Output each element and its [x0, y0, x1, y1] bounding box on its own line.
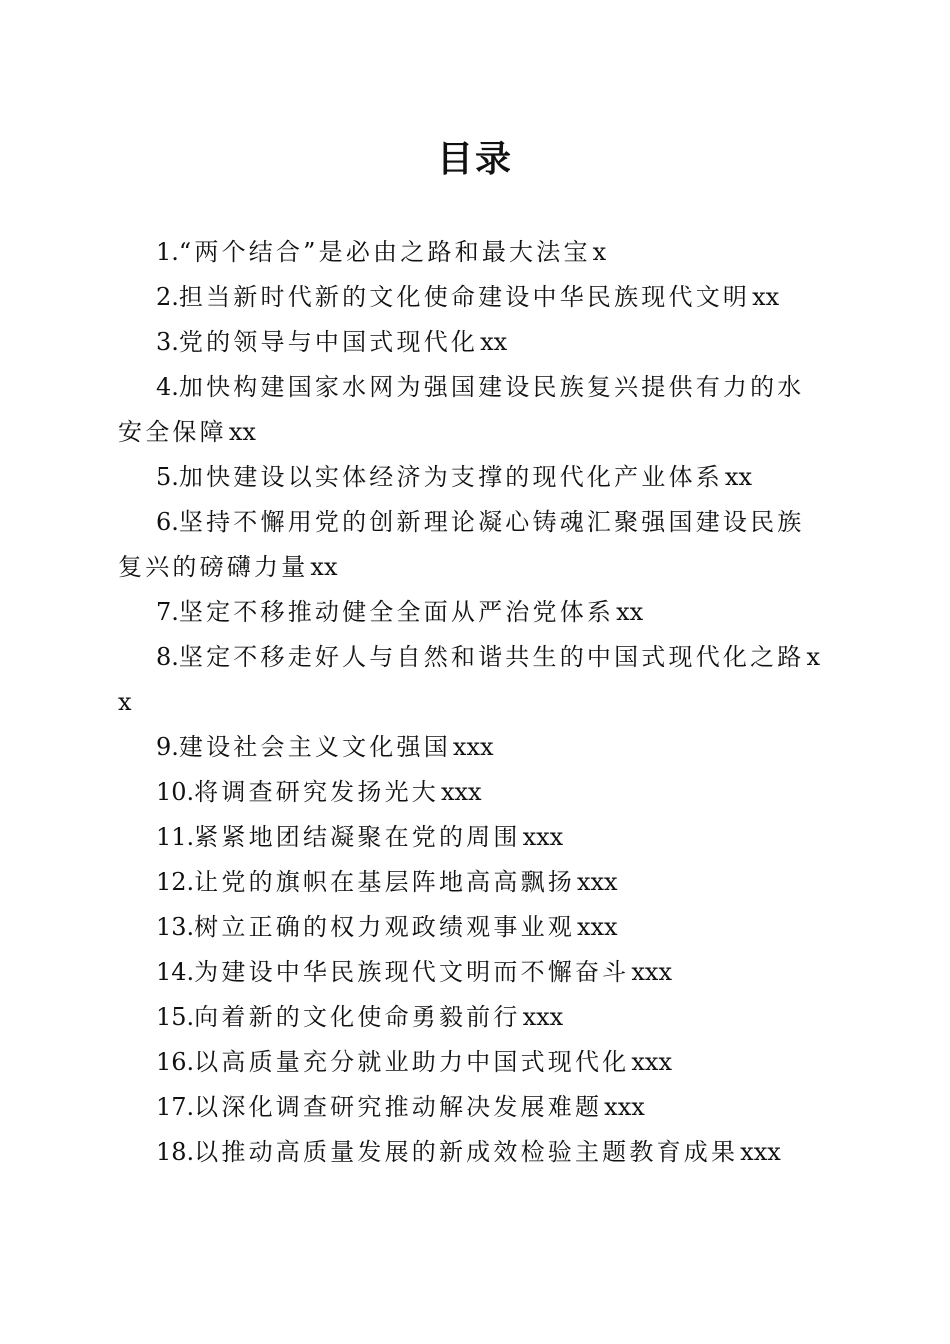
- toc-item-text: 以推动高质量发展的新成效检验主题教育成果: [194, 1138, 739, 1166]
- toc-item-number: 16.: [156, 1048, 195, 1076]
- toc-item-page: xx: [480, 328, 508, 356]
- toc-item-text: 向着新的文化使命勇毅前行: [194, 1003, 521, 1031]
- toc-item-text: “两个结合”是必由之路和最大法宝: [178, 238, 591, 266]
- toc-item-text: 加快建设以实体经济为支撑的现代化产业体系: [178, 463, 723, 491]
- toc-item-text: 树立正确的权力观政绩观事业观: [194, 913, 575, 941]
- toc-item-number: 3.: [156, 328, 179, 356]
- toc-item: [118, 905, 830, 950]
- toc-item-number: 10.: [156, 778, 195, 806]
- toc-item-number: 5.: [156, 463, 179, 491]
- toc-item: [118, 500, 830, 590]
- toc-item-text: 为建设中华民族现代文明而不懈奋斗: [194, 958, 630, 986]
- toc-item: [118, 725, 830, 770]
- toc-item-page: xx: [310, 553, 338, 581]
- toc-item-page: xx: [616, 598, 644, 626]
- toc-item-text: 坚定不移走好人与自然和谐共生的中国式现代化之路: [178, 643, 805, 671]
- toc-item-text: 以高质量充分就业助力中国式现代化: [194, 1048, 630, 1076]
- page-title: 目录: [436, 138, 513, 180]
- toc-item-page: xx: [752, 283, 780, 311]
- toc-item-number: 17.: [156, 1093, 195, 1121]
- toc-item-text: 党的领导与中国式现代化: [178, 328, 479, 356]
- toc-item-number: 14.: [156, 958, 195, 986]
- toc-item: [118, 995, 830, 1040]
- toc-item: [118, 1130, 830, 1175]
- toc-item: [118, 635, 830, 725]
- toc-item: [118, 365, 830, 455]
- toc-item-page: xx: [724, 463, 752, 491]
- toc-item-text: 加快构建国家水网为强国建设民族复兴提供有力的水安全保障: [118, 373, 805, 446]
- toc-item-text: 担当新时代新的文化使命建设中华民族现代文明: [178, 283, 751, 311]
- toc-item-page: xxx: [631, 958, 672, 986]
- toc-item: [118, 1085, 830, 1130]
- toc-item-text: 建设社会主义文化强国: [178, 733, 451, 761]
- toc-item-page: xxx: [452, 733, 494, 761]
- toc-item: [118, 950, 830, 995]
- toc-item-number: 11.: [156, 823, 195, 851]
- toc-item-number: 6.: [156, 508, 179, 536]
- toc-item: [118, 230, 830, 275]
- toc-item-text: 紧紧地团结凝聚在党的周围: [194, 823, 521, 851]
- toc-item-text: 坚持不懈用党的创新理论凝心铸魂汇聚强国建设民族复兴的磅礴力量: [118, 508, 805, 581]
- toc-item-number: 18.: [156, 1138, 195, 1166]
- toc-item: [118, 860, 830, 905]
- toc-item-number: 2.: [156, 283, 179, 311]
- toc-item-number: 13.: [156, 913, 195, 941]
- toc-item-number: 12.: [156, 868, 195, 896]
- toc-item-page: xxx: [440, 778, 482, 806]
- toc-item: [118, 815, 830, 860]
- toc-item: [118, 275, 830, 320]
- toc-item-page: xxx: [576, 868, 618, 896]
- toc-item-number: 15.: [156, 1003, 195, 1031]
- table-of-contents: [118, 230, 830, 1175]
- toc-item-page: xx: [228, 418, 256, 446]
- toc-item-page: xxx: [740, 1138, 781, 1166]
- toc-item-number: 7.: [156, 598, 179, 626]
- toc-item: [118, 590, 830, 635]
- toc-item: [118, 1040, 830, 1085]
- toc-item-text: 将调查研究发扬光大: [194, 778, 439, 806]
- toc-item-number: 8.: [156, 643, 179, 671]
- toc-item-page: xxx: [522, 1003, 564, 1031]
- toc-item-number: 1.: [156, 238, 179, 266]
- toc-item-page: xxx: [522, 823, 564, 851]
- toc-item-text: 以深化调查研究推动解决发展难题: [194, 1093, 603, 1121]
- toc-item: [118, 770, 830, 815]
- toc-item-page: xxx: [604, 1093, 645, 1121]
- toc-item-page: xx: [118, 643, 821, 716]
- toc-item-number: 9.: [156, 733, 179, 761]
- toc-item-number: 4.: [156, 373, 179, 401]
- toc-item-text: 坚定不移推动健全全面从严治党体系: [178, 598, 615, 626]
- toc-item-page: x: [592, 238, 607, 266]
- toc-item: [118, 320, 830, 365]
- toc-item-page: xxx: [631, 1048, 672, 1076]
- toc-item: [118, 455, 830, 500]
- toc-item-page: xxx: [576, 913, 618, 941]
- toc-item-text: 让党的旗帜在基层阵地高高飘扬: [194, 868, 575, 896]
